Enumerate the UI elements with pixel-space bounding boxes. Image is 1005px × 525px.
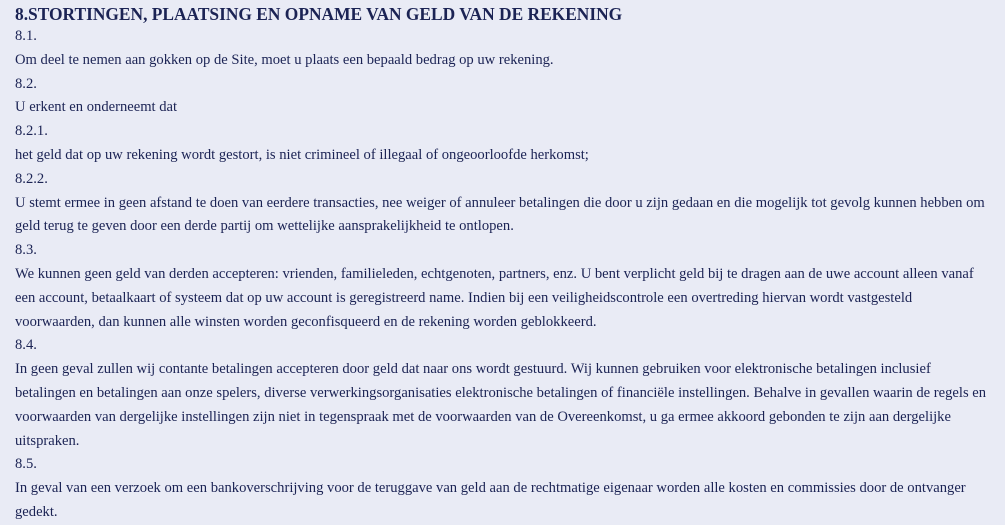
clause-text: het geld dat op uw rekening wordt gestort, is niet crimineel of illegaal of ongeoorloofde herkomst; xyxy=(15,146,589,163)
clause-8-1 xyxy=(15,25,991,73)
clause-text: In geval van een verzoek om een bankoverschrijving voor de teruggave van geld aan de rechtmatige eigenaar worden alle kosten en commissies door de ontvanger gedekt. xyxy=(15,480,966,520)
clause-number: 8.3. xyxy=(15,242,37,259)
section-title: 8.STORTINGEN, PLAATSING EN OPNAME VAN GELD VAN DE REKENING xyxy=(15,4,623,24)
clause-8-2-2 xyxy=(15,168,991,239)
clause-8-2-1 xyxy=(15,120,991,168)
clause-number: 8.2.2. xyxy=(15,170,48,187)
clause-number: 8.2. xyxy=(15,75,37,92)
clause-text: U erkent en onderneemt dat xyxy=(15,99,178,116)
clause-text: We kunnen geen geld van derden accepteren: vrienden, familieleden, echtgenoten, partners, enz. U bent verplicht geld bij te dragen aan de uwe account alleen vanaf een account, betaalkaart of systeem dat op uw account is geregistreerd name. Indien bij een veiligheidscontrole een overtreding hiervan wordt vastgesteld voorwaarden, dan kunnen alle winsten worden geconfisqueerd en de rekening worden geblokkeerd. xyxy=(15,265,974,330)
clause-8-4 xyxy=(15,334,991,453)
clause-text: In geen geval zullen wij contante betalingen accepteren door geld dat naar ons wordt gestuurd. Wij kunnen gebruiken voor elektronische betalingen inclusief betalingen en betalingen aan onze spelers, diverse verwerkingsorganisaties elektronische betalingen of financiële instellingen. Behalve in gevallen waarin de regels en voorwaarden van dergelijke instellingen zijn niet in tegenspraak met de voorwaarden van de Overeenkomst, u ga ermee akkoord gebonden te zijn aan dergelijke uitspraken. xyxy=(15,361,987,449)
clause-8-2 xyxy=(15,73,991,121)
clause-number: 8.5. xyxy=(15,456,37,473)
clause-number: 8.4. xyxy=(15,337,37,354)
clause-8-3 xyxy=(15,239,991,334)
clause-8-5 xyxy=(15,453,991,524)
clause-number: 8.1. xyxy=(15,28,37,44)
clause-number: 8.2.1. xyxy=(15,123,48,140)
clause-text: U stemt ermee in geen afstand te doen van eerdere transacties, nee weiger of annuleer betalingen die door u zijn gedaan en die mogelijk tot gevolg kunnen hebben om geld terug te geven door een derde partij om wettelijke aansprakelijkheid te ontlopen. xyxy=(15,194,985,235)
clause-text: Om deel te nemen aan gokken op de Site, moet u plaats een bepaald bedrag op uw rekening. xyxy=(15,51,554,68)
